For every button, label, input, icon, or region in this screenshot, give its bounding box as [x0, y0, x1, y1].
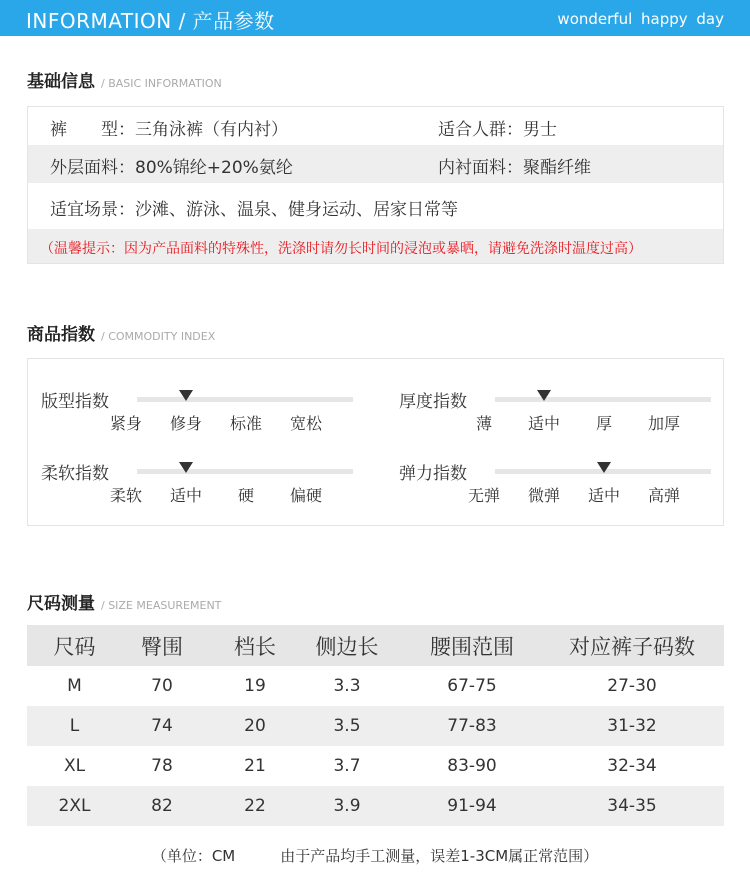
column-header: 对应裤子码数: [569, 634, 695, 659]
index-marker: [597, 462, 611, 473]
index-option: 适中: [587, 486, 620, 505]
table-cell: 34-35: [607, 796, 657, 816]
banner-title: INFORMATION / 产品参数: [26, 9, 275, 33]
index-marker: [179, 390, 193, 401]
table-cell: 3.5: [333, 716, 361, 736]
column-header: 腰围范围: [430, 634, 514, 659]
index-option: 无弹: [467, 486, 500, 505]
basic-info-subtitle: / BASIC INFORMATION: [101, 77, 222, 90]
info-cell-scenarios: 适宜场景：沙滩、游泳、温泉、健身运动、居家日常等: [50, 200, 458, 220]
index-option: 修身: [169, 414, 202, 433]
table-cell: 74: [151, 716, 173, 736]
index-label: 厚度指数: [399, 392, 467, 412]
table-cell: 3.7: [333, 756, 361, 776]
care-notice-text: （温馨提示：因为产品面料的特殊性，洗涤时请勿长时间的浸泡或暴晒，请避免洗涤时温度过高）: [40, 241, 642, 257]
commodity-index-title: 商品指数: [27, 325, 95, 345]
index-track: [495, 397, 711, 402]
table-cell: 19: [244, 676, 266, 696]
column-header: 臀围: [141, 634, 183, 659]
table-cell: 3.3: [333, 676, 361, 696]
elasticity-index: [399, 459, 729, 519]
table-cell: L: [69, 716, 80, 736]
table-cell: 31-32: [607, 716, 657, 736]
basic-info-table: [27, 106, 724, 264]
care-notice: [28, 229, 723, 263]
info-cell-style: 裤 型：三角泳裤（有内衬）: [50, 120, 288, 140]
index-option: 加厚: [647, 414, 680, 433]
table-cell: 83-90: [447, 756, 497, 776]
size-measurement-title: 尺码测量: [27, 594, 95, 614]
index-option: 厚: [595, 414, 612, 433]
column-header: 档长: [234, 634, 276, 659]
fit-index: [41, 387, 371, 447]
size-table-header: [27, 625, 724, 666]
table-cell: 27-30: [607, 676, 657, 696]
table-cell: 21: [244, 756, 266, 776]
index-option: 高弹: [647, 486, 680, 505]
table-cell: 20: [244, 716, 266, 736]
table-cell: 67-75: [447, 676, 497, 696]
index-option: 薄: [475, 414, 492, 433]
table-cell: 70: [151, 676, 173, 696]
index-track: [137, 469, 353, 474]
column-header: 侧边长: [315, 634, 379, 659]
index-option: 微弹: [527, 486, 560, 505]
index-option: 适中: [169, 486, 202, 505]
table-cell: 32-34: [607, 756, 657, 776]
table-cell: 3.9: [333, 796, 361, 816]
column-header: 尺码: [53, 634, 96, 659]
table-cell: 82: [151, 796, 173, 816]
table-row: [27, 786, 724, 826]
commodity-index-heading: [27, 320, 215, 345]
softness-index: [41, 459, 371, 519]
commodity-index-subtitle: / COMMODITY INDEX: [101, 330, 216, 343]
info-cell-outer-fabric: 外层面料：80%锦纶+20%氨纶: [50, 158, 293, 178]
table-cell: 22: [244, 796, 266, 816]
table-cell: 78: [151, 756, 173, 776]
index-option: 适中: [527, 414, 560, 433]
banner-tagline: wonderful happy day: [557, 10, 724, 28]
table-row: [27, 746, 724, 786]
commodity-index-panel: [27, 358, 724, 526]
table-cell: 2XL: [58, 796, 91, 816]
table-cell: 77-83: [447, 716, 497, 736]
table-row: [27, 666, 724, 706]
index-marker: [537, 390, 551, 401]
index-label: 弹力指数: [399, 464, 467, 484]
size-footnote: （单位：CM 由于产品均手工测量，误差1-3CM属正常范围）: [151, 847, 599, 865]
size-measurement-heading: [27, 589, 221, 614]
size-measurement-subtitle: / SIZE MEASUREMENT: [101, 599, 222, 612]
size-table: [27, 625, 724, 826]
info-cell-lining-fabric: 内衬面料：聚酯纤维: [438, 158, 591, 178]
table-cell: XL: [63, 756, 86, 776]
info-cell-audience: 适合人群：男士: [438, 120, 557, 140]
info-row: [28, 145, 723, 183]
basic-info-heading: [27, 67, 222, 92]
index-option: 宽松: [289, 414, 322, 433]
table-row: [27, 706, 724, 746]
index-option: 偏硬: [289, 486, 322, 505]
basic-info-title: 基础信息: [27, 72, 95, 92]
info-row: [28, 107, 723, 145]
thickness-index: [399, 387, 729, 447]
index-track: [137, 397, 353, 402]
table-cell: 91-94: [447, 796, 497, 816]
index-marker: [179, 462, 193, 473]
index-label: 版型指数: [41, 392, 109, 412]
header-banner: [0, 0, 750, 36]
index-option: 柔软: [109, 486, 142, 505]
index-option: 标准: [229, 414, 262, 433]
index-label: 柔软指数: [41, 464, 109, 484]
index-option: 硬: [237, 486, 254, 505]
table-cell: M: [67, 676, 82, 696]
info-row: [28, 187, 723, 225]
index-option: 紧身: [109, 414, 142, 433]
